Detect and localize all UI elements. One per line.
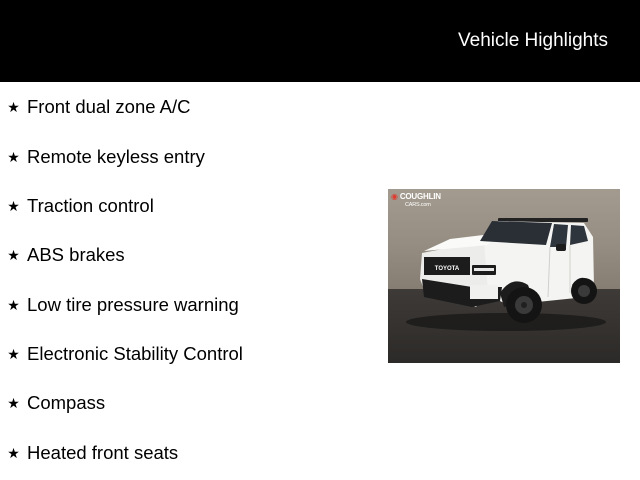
feature-label: Low tire pressure warning: [27, 294, 239, 315]
star-icon: ★: [7, 148, 20, 165]
feature-label: Front dual zone A/C: [27, 96, 191, 117]
suv-illustration: [388, 189, 620, 363]
feature-item: [7, 243, 125, 267]
star-icon: ★: [7, 345, 20, 362]
feature-item: [7, 95, 191, 119]
feature-item: [7, 194, 154, 218]
feature-label: Electronic Stability Control: [27, 343, 243, 364]
dealer-logo-mark: ◉: [391, 192, 398, 201]
feature-item: [7, 145, 205, 169]
feature-label: ABS brakes: [27, 244, 125, 265]
page-title: Vehicle Highlights: [458, 30, 608, 51]
star-icon: ★: [7, 197, 20, 214]
star-icon: ★: [7, 444, 20, 461]
dealer-subtitle: CARS.com: [405, 202, 431, 208]
grille-badge: TOYOTA: [434, 266, 460, 272]
dealer-name: COUGHLIN: [399, 192, 441, 201]
feature-label: Heated front seats: [27, 442, 179, 463]
feature-label: Compass: [27, 392, 106, 413]
feature-label: Remote keyless entry: [27, 146, 205, 167]
vehicle-photo[interactable]: [388, 189, 620, 363]
feature-item: [7, 342, 243, 366]
dealer-logo: [391, 193, 441, 209]
feature-item: [7, 441, 178, 465]
feature-item: [7, 391, 105, 415]
feature-item: [7, 293, 239, 317]
feature-label: Traction control: [27, 195, 154, 216]
star-icon: ★: [7, 296, 20, 313]
star-icon: ★: [7, 246, 20, 263]
star-icon: ★: [7, 98, 20, 115]
header-bar: [0, 0, 640, 82]
star-icon: ★: [7, 394, 20, 411]
